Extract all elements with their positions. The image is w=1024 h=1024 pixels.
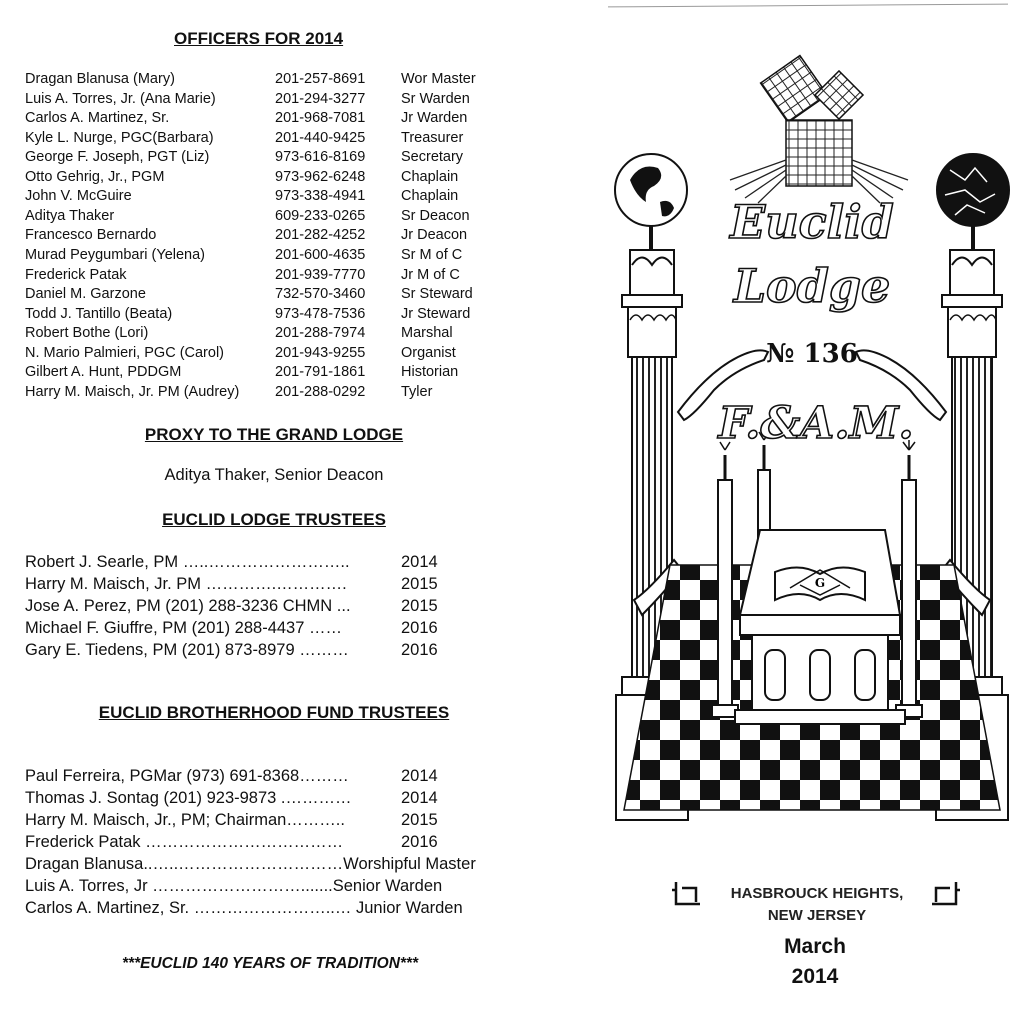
officer-title: Chaplain xyxy=(401,168,459,185)
officer-title: Tyler xyxy=(401,383,433,400)
officer-row xyxy=(25,70,505,89)
officer-row xyxy=(25,187,505,206)
brotherhood-trustee-row xyxy=(25,765,515,787)
officer-title: Jr Warden xyxy=(401,110,468,127)
officer-row xyxy=(25,344,505,363)
officer-title: Wor Master xyxy=(401,71,476,87)
square-compass-icon-left xyxy=(670,880,704,916)
proxy-text: Aditya Thaker, Senior Deacon xyxy=(164,466,384,484)
brotherhood-trustee-row xyxy=(25,809,515,831)
officer-name: Robert Bothe (Lori) xyxy=(25,325,149,342)
officer-phone: 201-282-4252 xyxy=(275,227,366,244)
officer-name: Kyle L. Nurge, PGC(Barbara) xyxy=(25,129,214,146)
trustee-name: Michael F. Giuffre, PM (201) 288-4437 …… xyxy=(25,619,342,637)
officer-name: Murad Peygumbari (Yelena) xyxy=(25,246,206,263)
altar xyxy=(735,530,905,724)
officer-row xyxy=(25,266,505,285)
brotherhood-trustee-name: Thomas J. Sontag (201) 923-9873 .………… xyxy=(25,789,352,807)
trustee-row xyxy=(25,595,515,617)
officer-phone: 201-968-7081 xyxy=(275,110,366,127)
officer-name: Otto Gehrig, Jr., PGM xyxy=(25,168,165,185)
trustee-name: Gary E. Tiedens, PM (201) 873-8979 ……… xyxy=(25,641,349,659)
trustee-name: Jose A. Perez, PM (201) 288-3236 CHMN ... xyxy=(25,597,351,615)
terrestrial-globe-icon xyxy=(615,154,687,250)
officer-row xyxy=(25,148,505,167)
officer-name: Dragan Blanusa (Mary) xyxy=(25,71,175,87)
officer-name: Daniel M. Garzone xyxy=(25,286,146,303)
officer-phone: 201-288-0292 xyxy=(275,383,366,400)
trustee-row xyxy=(25,551,515,573)
officer-phone: 201-943-9255 xyxy=(275,344,366,361)
officer-name: N. Mario Palmieri, PGC (Carol) xyxy=(25,344,224,361)
officer-row xyxy=(25,207,505,226)
officer-name: Aditya Thaker xyxy=(25,207,115,224)
officer-name: Gilbert A. Hunt, PDDGM xyxy=(25,364,182,381)
trustee-name: Robert J. Searle, PM …..…………………….. xyxy=(25,553,350,571)
trustee-year: 2016 xyxy=(401,641,438,659)
officer-phone: 201-939-7770 xyxy=(275,266,366,283)
square-compass-icon-right xyxy=(928,880,962,916)
officer-name: Frederick Patak xyxy=(25,266,127,283)
officer-name: Francesco Bernardo xyxy=(25,227,157,244)
trustee-row xyxy=(25,573,515,595)
logo-lodge: Lodge xyxy=(733,259,891,313)
trustee-row xyxy=(25,639,515,661)
top-divider-line xyxy=(608,4,1008,8)
brotherhood-officer-row: Luis A. Torres, Jr ……………………….......Senior Warden xyxy=(25,877,443,895)
trustee-name: Harry M. Maisch, Jr. PM ………….…………. xyxy=(25,575,347,593)
officer-title: Marshal xyxy=(401,325,453,342)
trustees-heading: EUCLID LODGE TRUSTEES xyxy=(162,510,386,529)
officer-title: Secretary xyxy=(401,149,464,166)
officer-phone: 973-962-6248 xyxy=(275,168,366,185)
officer-phone: 609-233-0265 xyxy=(275,207,366,224)
officer-phone: 201-288-7974 xyxy=(275,325,366,342)
trustee-year: 2015 xyxy=(401,575,438,593)
lodge-emblem-illustration xyxy=(600,40,1024,840)
brotherhood-trustee-name: Paul Ferreira, PGMar (973) 691-8368……… xyxy=(25,767,349,785)
officer-phone: 201-440-9425 xyxy=(275,129,366,146)
lodge-number: № 136 xyxy=(766,339,858,369)
officer-title: Jr Deacon xyxy=(401,227,468,244)
footer-tagline: ***EUCLID 140 YEARS OF TRADITION*** xyxy=(122,955,418,972)
brotherhood-trustee-year: 2014 xyxy=(401,767,438,785)
brotherhood-trustee-row xyxy=(25,787,515,809)
logo-rite: F.&A.M. xyxy=(718,398,914,449)
cover-month: March xyxy=(784,935,846,958)
officer-name: Todd J. Tantillo (Beata) xyxy=(25,305,173,322)
officer-phone: 201-791-1861 xyxy=(275,364,366,381)
brotherhood-heading: EUCLID BROTHERHOOD FUND TRUSTEES xyxy=(98,703,450,722)
officer-name: Luis A. Torres, Jr. (Ana Marie) xyxy=(25,90,216,107)
brotherhood-trustee-name: Harry M. Maisch, Jr., PM; Chairman……….. xyxy=(25,811,345,829)
officer-row xyxy=(25,363,505,382)
officer-name: Carlos A. Martinez, Sr. xyxy=(25,110,170,127)
altar-letter: G xyxy=(814,576,826,590)
officer-phone: 201-294-3277 xyxy=(275,90,366,107)
officer-title: Treasurer xyxy=(401,129,464,146)
officer-phone: 201-257-8691 xyxy=(275,71,366,87)
officer-row xyxy=(25,324,505,343)
officer-row xyxy=(25,246,505,265)
officer-name: George F. Joseph, PGT (Liz) xyxy=(25,149,210,166)
officer-row xyxy=(25,305,505,324)
pythagorean-squares-icon xyxy=(730,56,908,203)
officer-title: Organist xyxy=(401,344,456,361)
brotherhood-trustee-year: 2014 xyxy=(401,789,438,807)
officer-row xyxy=(25,168,505,187)
brotherhood-officer-row: Carlos A. Martinez, Sr. ……………………..… Junior Warden xyxy=(25,899,463,917)
officer-row xyxy=(25,90,505,109)
brotherhood-trustee-year: 2016 xyxy=(401,833,438,851)
officer-title: Sr Deacon xyxy=(401,207,470,224)
logo-euclid: Euclid xyxy=(730,195,894,249)
brotherhood-trustee-row xyxy=(25,831,515,853)
officer-phone: 973-338-4941 xyxy=(275,188,366,205)
brotherhood-trustee-year: 2015 xyxy=(401,811,438,829)
brotherhood-trustee-name: Frederick Patak ……………………………… xyxy=(25,833,344,851)
location-line1: HASBROUCK HEIGHTS, xyxy=(730,885,904,902)
trustee-row xyxy=(25,617,515,639)
officer-row xyxy=(25,109,505,128)
officer-title: Sr Warden xyxy=(401,90,470,107)
officer-title: Jr Steward xyxy=(401,305,471,322)
trustee-year: 2015 xyxy=(401,597,438,615)
officer-row xyxy=(25,383,505,402)
brotherhood-officer-row: Dragan Blanusa..…..…………………………Worshipful Master xyxy=(25,855,476,873)
officer-title: Sr Steward xyxy=(401,286,473,303)
location-line2: NEW JERSEY xyxy=(767,907,867,924)
cover-year: 2014 xyxy=(791,965,839,988)
officer-name: Harry M. Maisch, Jr. PM (Audrey) xyxy=(25,383,240,400)
officer-title: Historian xyxy=(401,364,459,381)
officer-phone: 732-570-3460 xyxy=(275,286,366,303)
proxy-heading: PROXY TO THE GRAND LODGE xyxy=(144,425,404,444)
celestial-globe-icon xyxy=(937,154,1009,250)
officer-title: Jr M of C xyxy=(401,266,460,283)
officer-phone: 973-478-7536 xyxy=(275,305,366,322)
officer-row xyxy=(25,129,505,148)
officer-phone: 973-616-8169 xyxy=(275,149,366,166)
officer-phone: 201-600-4635 xyxy=(275,246,366,263)
officer-name: John V. McGuire xyxy=(25,188,132,205)
trustee-year: 2014 xyxy=(401,553,438,571)
officer-row xyxy=(25,226,505,245)
officer-title: Sr M of C xyxy=(401,246,463,263)
officer-row xyxy=(25,285,505,304)
officers-heading: OFFICERS FOR 2014 xyxy=(174,29,344,48)
officer-title: Chaplain xyxy=(401,188,459,205)
trustee-year: 2016 xyxy=(401,619,438,637)
